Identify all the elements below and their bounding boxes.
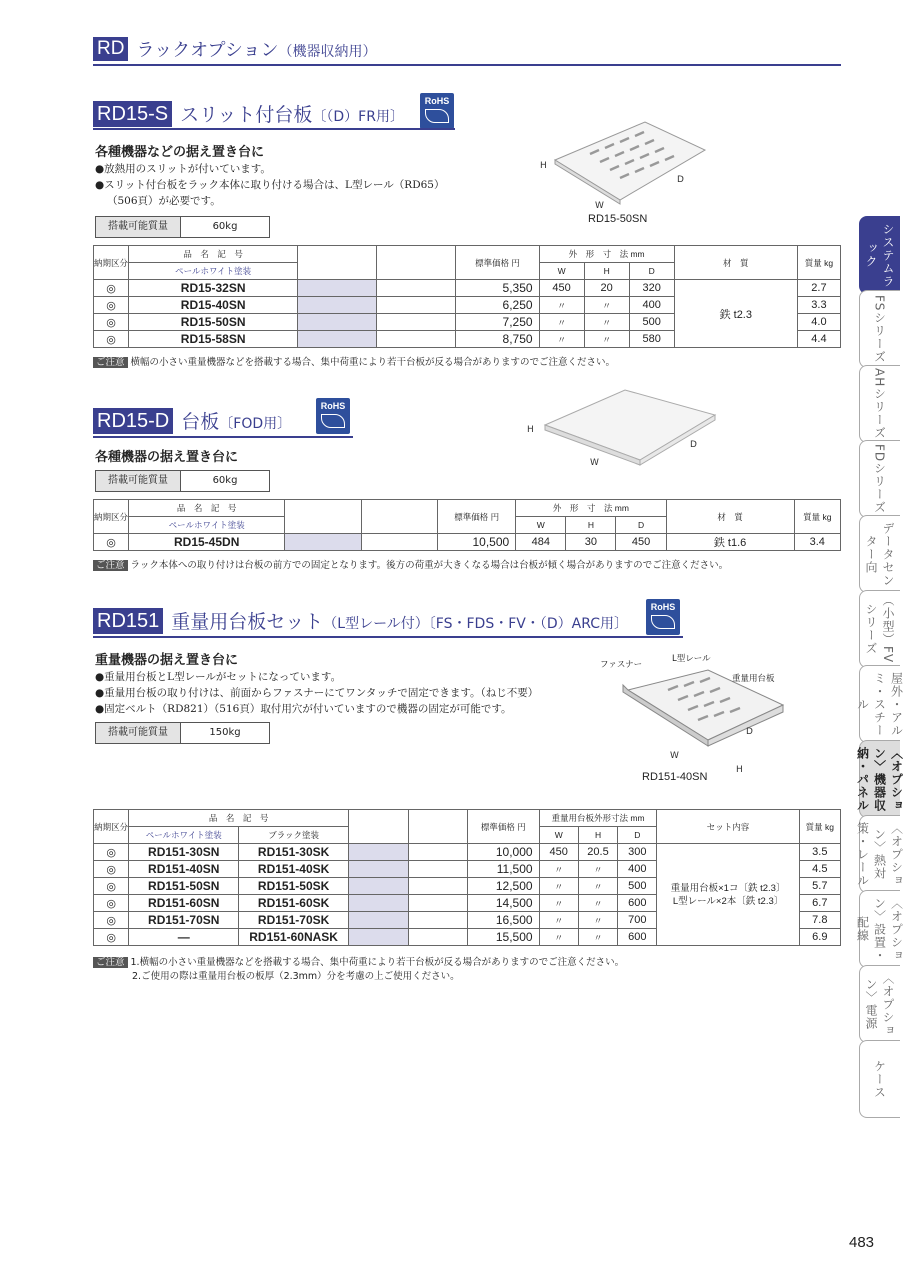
rohs-badge: RoHS <box>646 599 680 635</box>
header-title: ラックオプション（機器収納用） <box>136 40 377 61</box>
section-rd15s-title <box>93 100 404 127</box>
section-rule <box>93 436 353 438</box>
section-tag: RD15-S <box>93 101 172 127</box>
load-capacity: 搭載可能質量 60kg <box>95 470 270 492</box>
section-tag: RD15-D <box>93 408 173 434</box>
leaf-icon <box>651 615 675 629</box>
header-rule <box>93 64 841 66</box>
section-rd15d-title <box>93 407 291 434</box>
side-tab-system-rack[interactable]: システムラック <box>859 216 900 294</box>
side-tab-option-thermal[interactable]: 〈オプション〉熱対策・レール <box>859 815 900 893</box>
svg-text:W: W <box>590 458 599 468</box>
side-tab-fd[interactable]: FDシリーズ <box>859 440 900 518</box>
side-tab-fs[interactable]: FSシリーズ <box>859 290 900 368</box>
label-fastener: ファスナー <box>600 660 643 670</box>
leaf-icon <box>321 414 345 428</box>
page-number: 483 <box>849 1234 875 1251</box>
table-row: ◎ RD15-50SN 7,250 〃 〃 500 4.0 <box>94 314 841 331</box>
svg-text:D: D <box>677 175 684 185</box>
section-rule <box>93 636 683 638</box>
bullet-list: ●重量用台板とL型レールがセットになっています。 ●重量用台板の取り付けは、前面からファスナーにてワンタッチで固定できます。（ねじ不要） ●固定ベルト（RD821）（516頁）取付用穴が付いていますので機器の固定が可能です。 <box>95 671 539 715</box>
side-tab-datacenter[interactable]: データセンター向 <box>859 515 900 593</box>
plate-illustration <box>525 385 725 475</box>
image-caption: RD15-50SN <box>588 213 648 225</box>
table-row: ◎ RD15-58SN 8,750 〃 〃 580 4.4 <box>94 331 841 348</box>
svg-text:D: D <box>690 440 697 450</box>
page-header <box>93 36 376 62</box>
section-title: スリット付台板〔（D）FR用〕 <box>180 104 404 126</box>
table-row: ◎ RD15-32SN 5,350 450 20 320 鉄 t2.3 2.7 <box>94 280 841 297</box>
label-rail: L型レール <box>672 654 711 664</box>
svg-text:H: H <box>736 765 743 775</box>
section-rule <box>93 128 455 130</box>
caution-note: ご注意 1.横幅の小さい重量機器などを搭載する場合、集中荷重により若干台板が反る場合がありますのでご注意ください。 <box>93 954 624 968</box>
image-caption: RD151-40SN <box>642 771 708 783</box>
spec-table-rd15d: 納期区分 品 名 記 号 標準価格 円 外 形 寸 法 mm 材 質 質量 kg ペールホワイト塗装 W H D ◎ RD15-45DN 10,500 484 30 450 鉄 t1.6 3.4 <box>93 499 841 551</box>
side-tab-fv[interactable]: （小型）FVシリーズ <box>859 590 900 668</box>
svg-text:W: W <box>595 201 604 211</box>
svg-text:H: H <box>527 425 534 435</box>
side-tab-option-install[interactable]: 〈オプション〉設置・配線 <box>859 890 900 968</box>
header-tag: RD <box>93 37 128 61</box>
rohs-badge: RoHS <box>316 398 350 434</box>
table-row: ◎ RD15-45DN 10,500 484 30 450 鉄 t1.6 3.4 <box>94 534 841 551</box>
svg-text:D: D <box>746 727 753 737</box>
table-row: ◎ RD151-60SN RD151-60SK 14,500 〃 〃 600 6.7 <box>94 895 841 912</box>
table-row: ◎ RD151-50SN RD151-50SK 12,500 〃 〃 500 5.7 <box>94 878 841 895</box>
table-row: ◎ RD15-40SN 6,250 〃 〃 400 3.3 <box>94 297 841 314</box>
side-tab-option-power[interactable]: 〈オプション〉電源 <box>859 965 900 1043</box>
spec-table-rd151: 納期区分 品 名 記 号 標準価格 円 重量用台板外形寸法 mm セット内容 質量 kg ペールホワイト塗装 ブラック塗装 W H D ◎ RD151-30SN RD151-30SK 10,000 450 20.5 300 重量用台板×1コ〔鉄 t2.3〕 L型レール×2本〔鉄 t2.3〕 3.5 ◎ RD151-40SN RD151-40SK 11,500 〃 〃 400 4.5 ◎ RD151-50SN RD151-50SK 12,500 〃 〃 500 5.7 ◎ RD151-60SN RD151-60SK 14,500 〃 〃 600 6.7 ◎ RD151-70SN RD151-70SK 16,500 〃 〃 700 7.8 ◎ — RD151-60NASK 15,500 〃 〃 600 6.9 <box>93 809 841 946</box>
svg-text:W: W <box>670 751 679 761</box>
table-row: ◎ RD151-40SN RD151-40SK 11,500 〃 〃 400 4.5 <box>94 861 841 878</box>
leaf-icon <box>425 109 449 123</box>
section-title: 台板〔FOD用〕 <box>181 411 292 433</box>
slit-plate-illustration <box>535 110 715 210</box>
section-heading: 各種機器などの据え置き台に <box>95 145 265 160</box>
side-tab-outdoor[interactable]: 屋外・アルミ・スチール <box>859 665 900 743</box>
caution-note-2: 2.ご使用の際は重量用台板の板厚（2.3mm）分を考慮の上ご使用ください。 <box>132 971 460 982</box>
section-heading: 重量機器の据え置き台に <box>95 653 239 668</box>
table-row: ◎ RD151-70SN RD151-70SK 16,500 〃 〃 700 7.8 <box>94 912 841 929</box>
load-capacity: 搭載可能質量 150kg <box>95 722 270 744</box>
side-tab-case[interactable]: ケース <box>859 1040 900 1118</box>
side-tab-option-storage[interactable]: 〈オプション〉機器収納・パネル <box>859 740 900 818</box>
side-tab-ah[interactable]: AHシリーズ <box>859 365 900 443</box>
table-row: ◎ — RD151-60NASK 15,500 〃 〃 600 6.9 <box>94 929 841 946</box>
table-row: ◎ RD151-30SN RD151-30SK 10,000 450 20.5 300 重量用台板×1コ〔鉄 t2.3〕 L型レール×2本〔鉄 t2.3〕 3.5 <box>94 844 841 861</box>
load-capacity: 搭載可能質量 60kg <box>95 216 270 238</box>
label-plate: 重量用台板 <box>732 674 775 684</box>
section-heading: 各種機器の据え置き台に <box>95 450 239 465</box>
section-title: 重量用台板セット（L型レール付）〔FS・FDS・FV・（D）ARC用〕 <box>171 611 629 633</box>
section-rd151-title <box>93 607 628 634</box>
caution-note: ご注意 ラック本体への取り付けは台板の前方での固定となります。後方の荷重が大きくなる場合は台板が傾く場合がありますのでご注意ください。 <box>93 557 728 571</box>
rohs-badge: RoHS <box>420 93 454 129</box>
caution-note: ご注意 横幅の小さい重量機器などを搭載する場合、集中荷重により若干台板が反る場合がありますのでご注意ください。 <box>93 354 615 368</box>
section-tag: RD151 <box>93 608 163 634</box>
bullet-list: ●放熱用のスリットが付いています。 ●スリット付台板をラック本体に取り付ける場合は、L型レール（RD65） （506頁）が必要です。 <box>95 163 445 207</box>
spec-table-rd15s: 納期区分 品 名 記 号 標準価格 円 外 形 寸 法 mm 材 質 質量 kg ペールホワイト塗装 W H D ◎ RD15-32SN 5,350 450 20 320 鉄 t2.3 2.7 ◎ RD15-40SN 6,250 〃 〃 400 3.3 ◎ RD15-50SN 7,250 〃 〃 500 4.0 ◎ RD15-58SN 8,750 〃 〃 580 4.4 <box>93 245 841 348</box>
svg-text:H: H <box>540 161 547 171</box>
